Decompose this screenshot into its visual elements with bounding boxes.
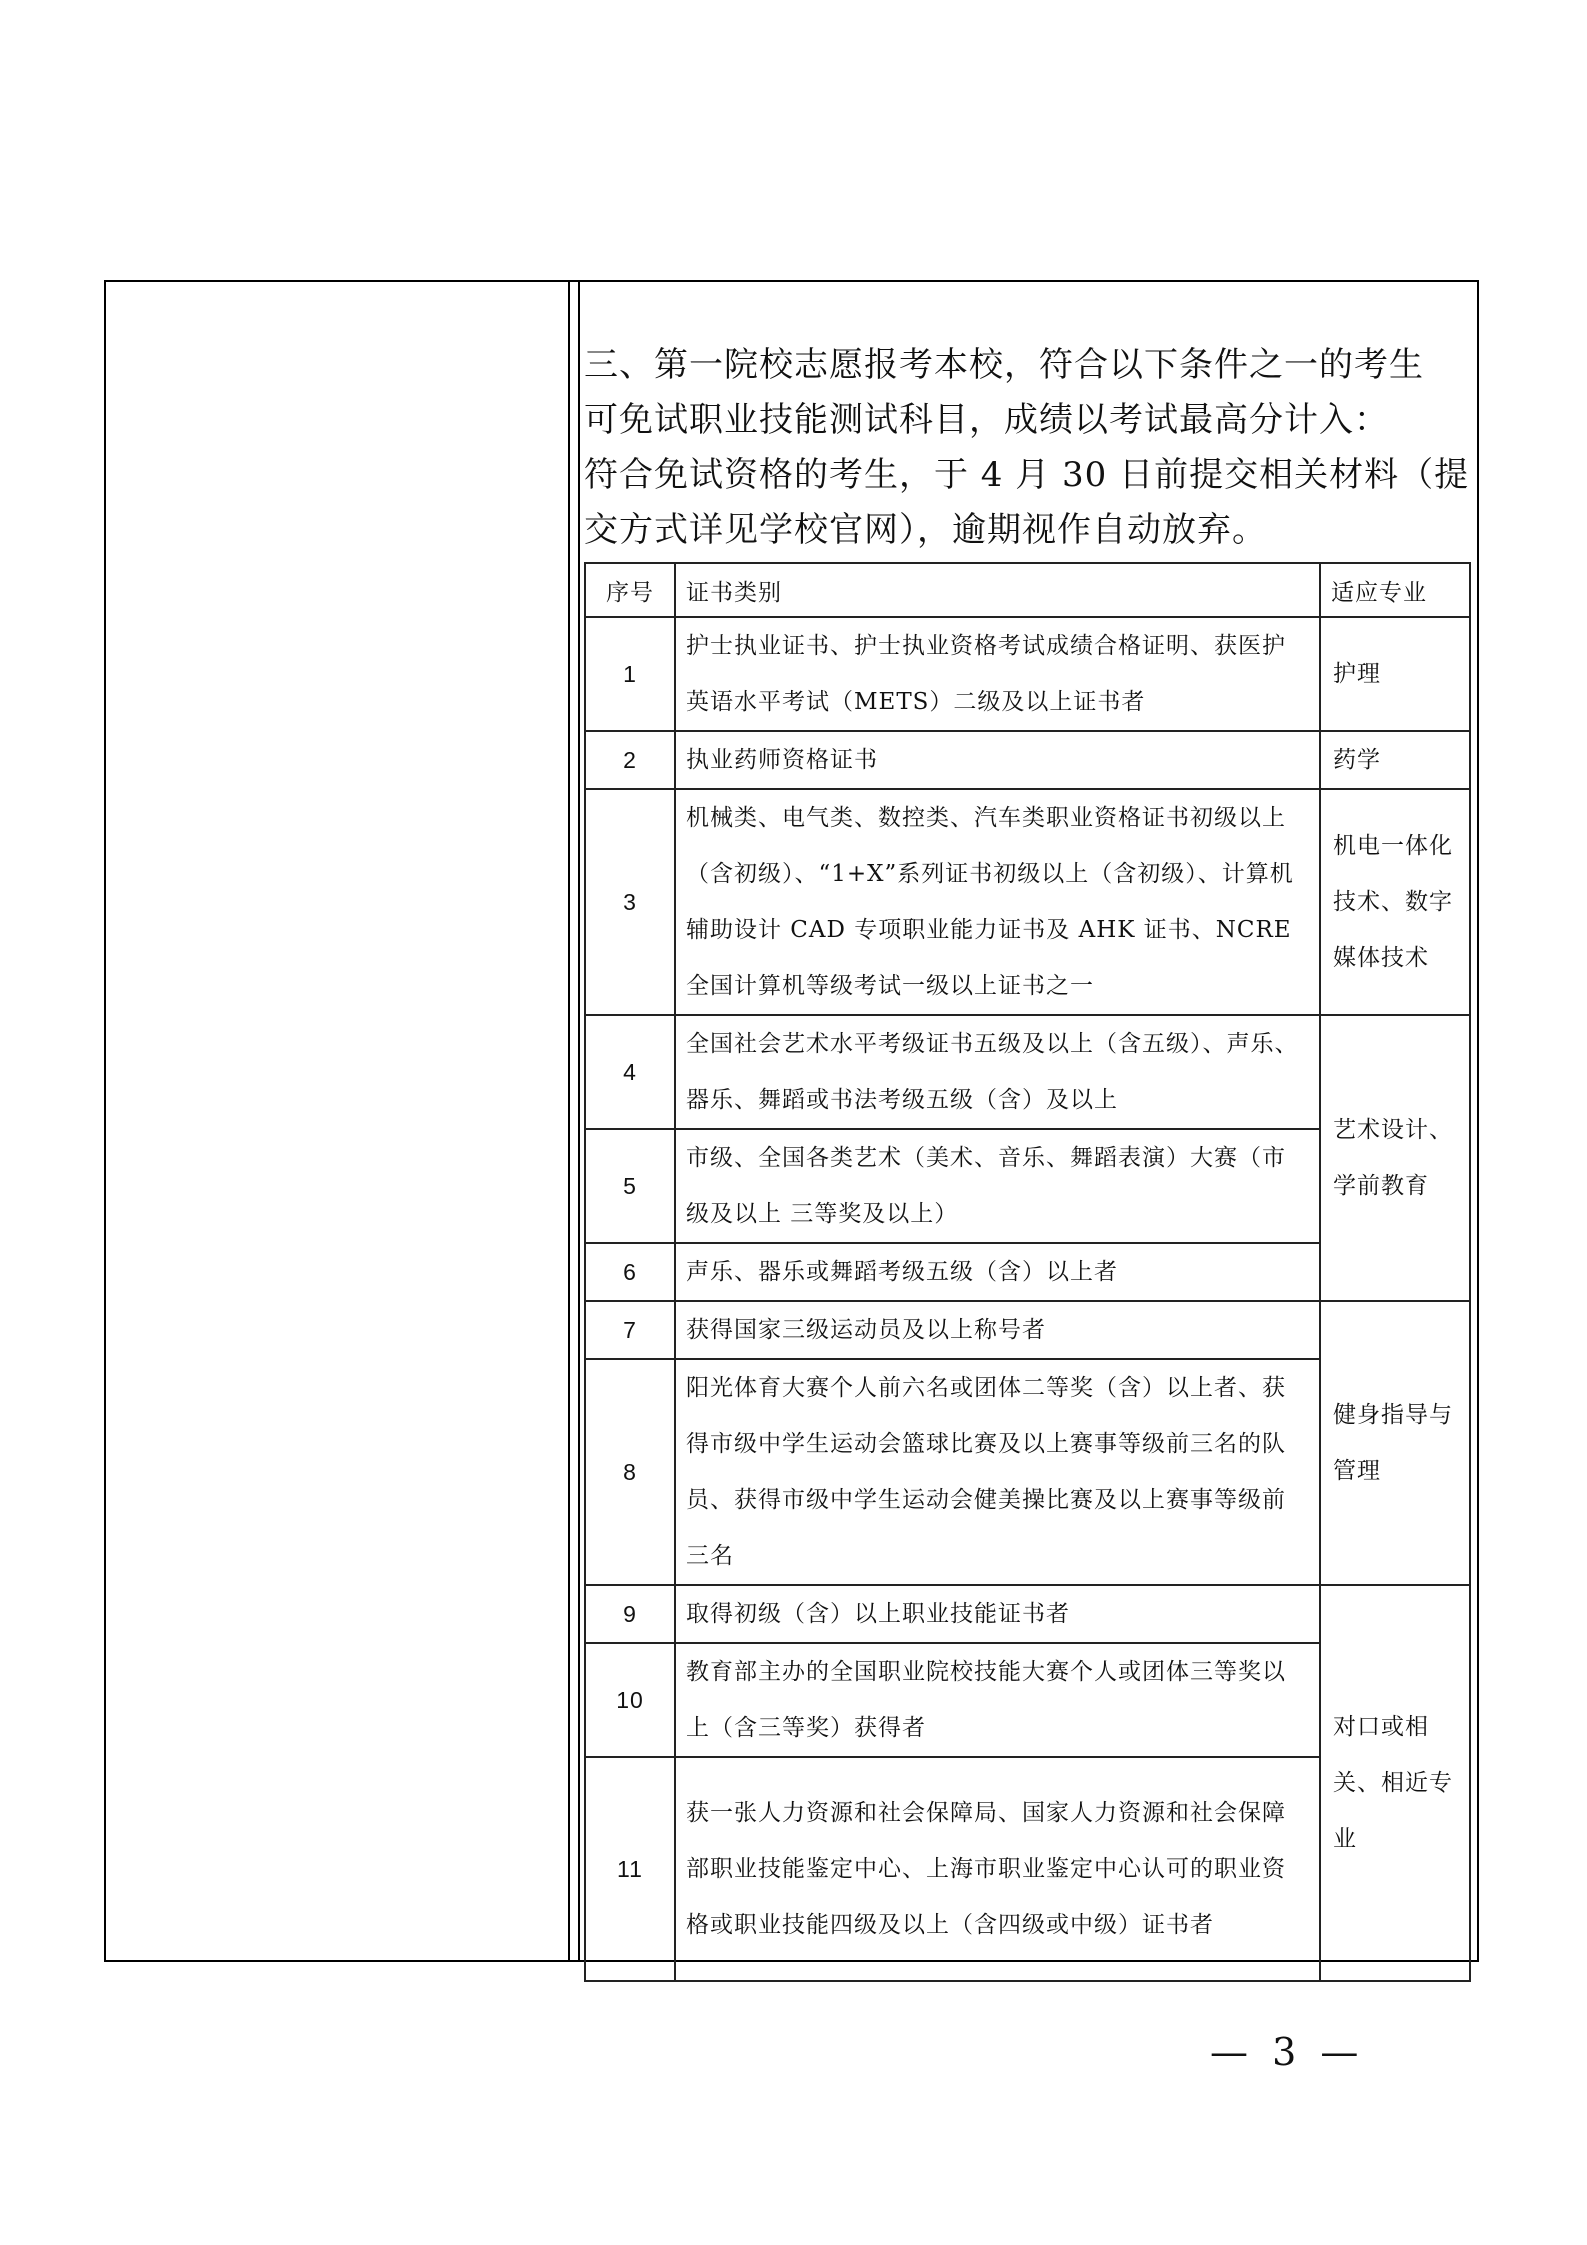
- page-number: — 3 —: [1210, 2030, 1365, 2074]
- row-certificate-type: 获得国家三级运动员及以上称号者: [675, 1301, 1320, 1359]
- header-serial-no: 序号: [585, 563, 675, 617]
- row-applicable-major: 药学: [1320, 731, 1470, 789]
- row-applicable-major: 艺术设计、学前教育: [1320, 1015, 1470, 1301]
- header-applicable-major: 适应专业: [1320, 563, 1470, 617]
- row-serial-no: 11: [585, 1757, 675, 1981]
- table-row: [585, 617, 1470, 731]
- row-applicable-major: 健身指导与管理: [1320, 1301, 1470, 1585]
- row-serial-no: 4: [585, 1015, 675, 1129]
- intro-line: 三、第一院校志愿报考本校，符合以下条件之一的考生: [584, 345, 1424, 385]
- table-row: [585, 1585, 1470, 1643]
- table-row: [585, 1301, 1470, 1359]
- column-divider-line: [568, 280, 570, 1962]
- row-certificate-type: 机械类、电气类、数控类、汽车类职业资格证书初级以上（含初级）、“1+X”系列证书初级以上（含初级）、计算机辅助设计 CAD 专项职业能力证书及 AHK 证书、NCRE 全国计算机等级考试一级以上证书之一: [675, 789, 1320, 1015]
- row-serial-no: 2: [585, 731, 675, 789]
- right-border-line: [1477, 280, 1479, 1962]
- header-certificate-type: 证书类别: [675, 563, 1320, 617]
- table-row: [585, 1015, 1470, 1129]
- row-serial-no: 9: [585, 1585, 675, 1643]
- intro-paragraph: [584, 338, 1470, 558]
- left-border-line: [104, 280, 106, 1962]
- table-header-row: [585, 563, 1470, 617]
- row-applicable-major: 护理: [1320, 617, 1470, 731]
- table-row: [585, 731, 1470, 789]
- row-certificate-type: 声乐、器乐或舞蹈考级五级（含）以上者: [675, 1243, 1320, 1301]
- intro-line: 符合免试资格的考生，于 4 月 30 日前提交相关材料（提: [584, 455, 1470, 495]
- row-certificate-type: 市级、全国各类艺术（美术、音乐、舞蹈表演）大赛（市级及以上 三等奖及以上）: [675, 1129, 1320, 1243]
- row-certificate-type: 执业药师资格证书: [675, 731, 1320, 789]
- row-certificate-type: 获一张人力资源和社会保障局、国家人力资源和社会保障部职业技能鉴定中心、上海市职业鉴定中心认可的职业资格或职业技能四级及以上（含四级或中级）证书者: [675, 1757, 1320, 1981]
- row-certificate-type: 教育部主办的全国职业院校技能大赛个人或团体三等奖以上（含三等奖）获得者: [675, 1643, 1320, 1757]
- intro-line: 交方式详见学校官网），逾期视作自动放弃。: [584, 510, 1267, 550]
- row-certificate-type: 护士执业证书、护士执业资格考试成绩合格证明、获医护英语水平考试（METS）二级及以上证书者: [675, 617, 1320, 731]
- row-certificate-type: 阳光体育大赛个人前六名或团体二等奖（含）以上者、获得市级中学生运动会篮球比赛及以上赛事等级前三名的队员、获得市级中学生运动会健美操比赛及以上赛事等级前三名: [675, 1359, 1320, 1585]
- row-serial-no: 8: [585, 1359, 675, 1585]
- row-serial-no: 5: [585, 1129, 675, 1243]
- column-divider-line-inner: [578, 280, 580, 1962]
- row-applicable-major: 对口或相关、相近专业: [1320, 1585, 1470, 1981]
- table-row: [585, 789, 1470, 1015]
- row-serial-no: 6: [585, 1243, 675, 1301]
- intro-line: 可免试职业技能测试科目，成绩以考试最高分计入：: [584, 400, 1389, 440]
- row-applicable-major: 机电一体化技术、数字媒体技术: [1320, 789, 1470, 1015]
- row-serial-no: 7: [585, 1301, 675, 1359]
- row-certificate-type: 全国社会艺术水平考级证书五级及以上（含五级）、声乐、器乐、舞蹈或书法考级五级（含）及以上: [675, 1015, 1320, 1129]
- row-serial-no: 3: [585, 789, 675, 1015]
- row-certificate-type: 取得初级（含）以上职业技能证书者: [675, 1585, 1320, 1643]
- row-serial-no: 10: [585, 1643, 675, 1757]
- row-serial-no: 1: [585, 617, 675, 731]
- certificate-table: [584, 562, 1471, 1982]
